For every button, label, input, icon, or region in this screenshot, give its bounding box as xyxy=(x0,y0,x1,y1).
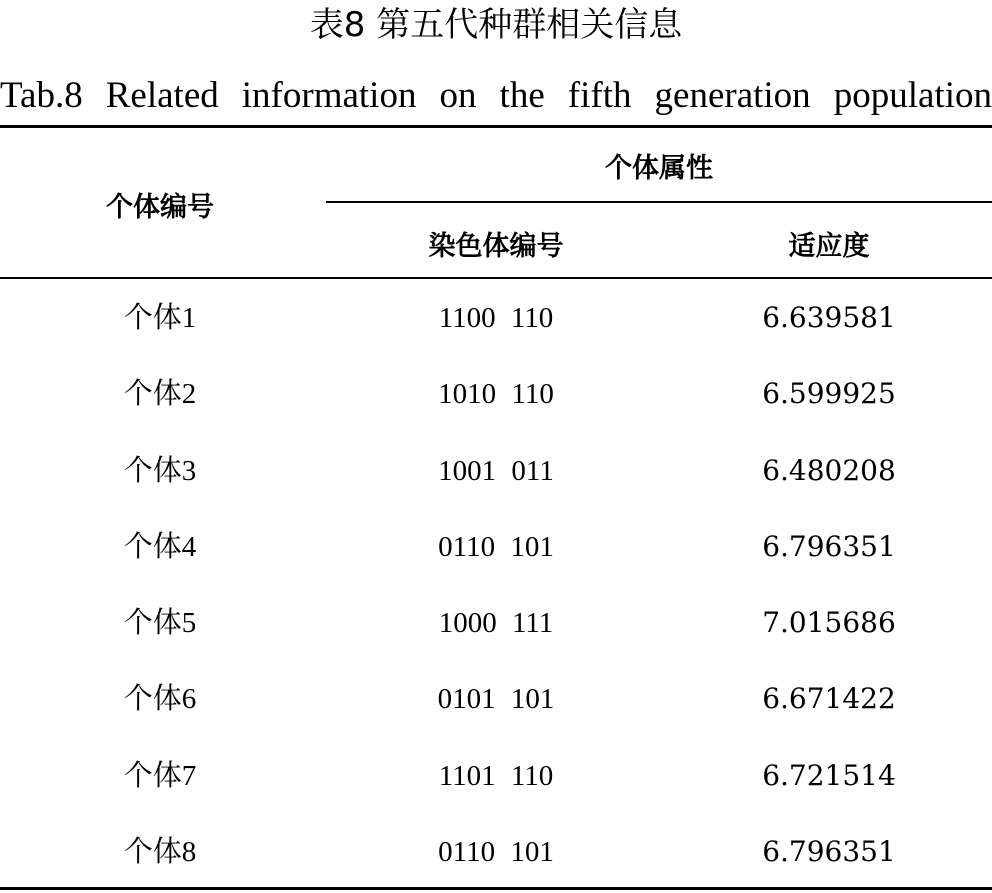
cell-fitness: 6.480208 xyxy=(762,453,896,487)
cell-fitness: 6.599925 xyxy=(762,377,896,411)
cell-chromosome: 1001 011 xyxy=(438,454,554,487)
table-row xyxy=(0,814,992,890)
cell-individual-id: 个体1 xyxy=(123,302,197,334)
cell-chromosome: 1100 110 xyxy=(438,302,554,334)
cell-individual-id: 个体2 xyxy=(123,378,197,411)
cell-individual-id: 个体6 xyxy=(123,683,197,716)
table-body xyxy=(0,280,992,890)
header-fitness: 适应度 xyxy=(788,231,870,262)
cell-chromosome: 1101 110 xyxy=(438,759,554,792)
cell-fitness: 6.671422 xyxy=(762,682,896,716)
table-row xyxy=(0,280,992,356)
cell-fitness: 6.639581 xyxy=(762,301,896,334)
cell-chromosome: 1000 111 xyxy=(438,607,554,640)
header-sub-rule xyxy=(326,201,992,203)
table-bottom-rule xyxy=(0,887,992,890)
cell-fitness: 6.796351 xyxy=(762,835,896,869)
table-row xyxy=(0,509,992,585)
cell-chromosome: 0110 101 xyxy=(438,530,554,563)
table-row xyxy=(0,585,992,661)
table-header-rule xyxy=(0,277,992,279)
table-row xyxy=(0,433,992,509)
table-title-english: Tab.8 Related information on the fifth generation population xyxy=(0,75,992,116)
cell-chromosome: 0110 101 xyxy=(438,836,554,869)
cell-individual-id: 个体5 xyxy=(123,607,197,640)
cell-fitness: 7.015686 xyxy=(762,606,896,640)
cell-chromosome: 0101 101 xyxy=(437,683,555,716)
table-row xyxy=(0,738,992,814)
table-row xyxy=(0,356,992,432)
table-row xyxy=(0,661,992,737)
cell-chromosome: 1010 110 xyxy=(438,378,554,411)
cell-fitness: 6.721514 xyxy=(762,758,896,792)
cell-individual-id: 个体4 xyxy=(123,530,197,563)
header-chromosome-id: 染色体编号 xyxy=(428,231,564,262)
cell-fitness: 6.796351 xyxy=(762,529,896,563)
table-title-chinese: 表8 第五代种群相关信息 xyxy=(309,5,683,45)
table-top-rule xyxy=(0,125,992,128)
cell-individual-id: 个体8 xyxy=(123,836,197,869)
cell-individual-id: 个体7 xyxy=(123,759,197,792)
header-individual-attributes: 个体属性 xyxy=(605,153,713,184)
cell-individual-id: 个体3 xyxy=(123,454,197,487)
header-individual-id: 个体编号 xyxy=(106,192,214,223)
